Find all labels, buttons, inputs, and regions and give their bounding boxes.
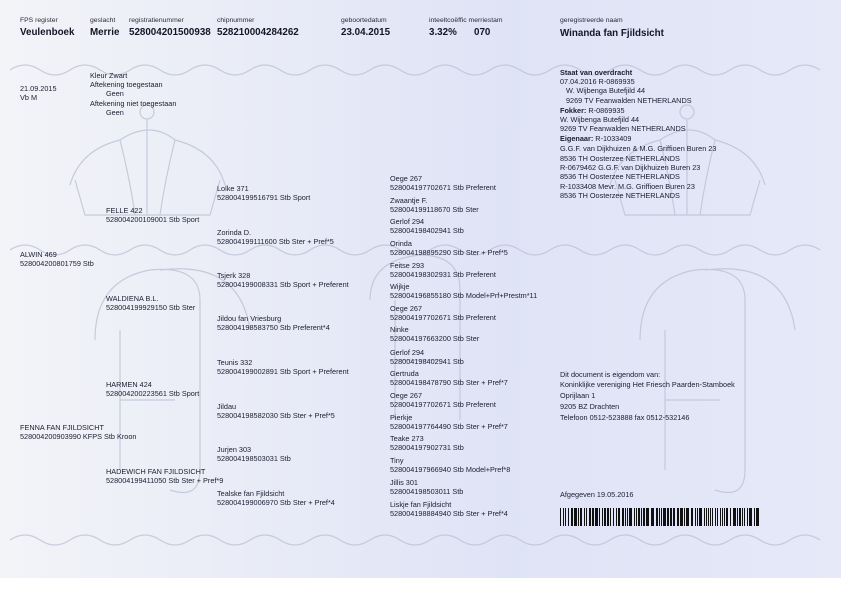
gen4-name: Wijkje bbox=[390, 282, 410, 291]
gen2-id: 528004200109001 Stb Sport bbox=[106, 215, 200, 224]
barcode-bar bbox=[684, 508, 685, 526]
barcode-bar bbox=[586, 508, 587, 526]
mare-line-value: 070 bbox=[474, 27, 491, 38]
barcode-bar bbox=[618, 508, 620, 526]
barcode-bar bbox=[756, 508, 759, 526]
barcode-bar bbox=[722, 508, 723, 526]
info-marking-nt-label: Aftekening niet toegestaan bbox=[90, 99, 177, 108]
barcode-bar bbox=[578, 508, 579, 526]
owner-label: Eigenaar: bbox=[560, 134, 594, 143]
info-marking-value: Geen bbox=[106, 89, 124, 98]
gen2-name: WALDIENA B.L. bbox=[106, 294, 159, 303]
gen4-id: 528004198895290 Stb Ster + Pref*5 bbox=[390, 248, 508, 257]
barcode-bar bbox=[733, 508, 736, 526]
fokker-line: W. Wijbenga Butefjild 44 bbox=[560, 115, 640, 124]
barcode-icon bbox=[560, 508, 760, 526]
info-date: 21.09.2015 bbox=[20, 84, 57, 93]
regnr-label: registratienummer bbox=[129, 17, 184, 24]
fokker-line: 9269 TV Feanwalden NETHERLANDS bbox=[560, 124, 686, 133]
gen4-name: Oege 267 bbox=[390, 391, 423, 400]
barcode-bar bbox=[565, 508, 566, 526]
barcode-bar bbox=[651, 508, 654, 526]
inbreeding-label: inteeltcoëffic merriestam bbox=[429, 17, 503, 24]
dam-id: 528004200903990 KFPS Stb Kroon bbox=[20, 432, 137, 441]
chip-value: 528210004284262 bbox=[217, 27, 299, 38]
barcode-bar bbox=[712, 508, 713, 526]
barcode-bar bbox=[638, 508, 640, 526]
barcode-bar bbox=[636, 508, 637, 526]
barcode-bar bbox=[680, 508, 683, 526]
register-value: Veulenboek bbox=[20, 27, 75, 38]
barcode-bar bbox=[744, 508, 745, 526]
barcode-bar bbox=[629, 508, 632, 526]
barcode-bar bbox=[599, 508, 600, 526]
barcode-bar bbox=[627, 508, 628, 526]
gen3-id: 528004198503031 Stb bbox=[217, 454, 291, 463]
gender-label: geslacht bbox=[90, 17, 116, 24]
ownership-title: Staat van overdracht bbox=[560, 68, 633, 77]
gen2-id: 528004200223561 Stb Sport bbox=[106, 389, 200, 398]
gen2-id: 528004199411050 Stb Ster + Pref*9 bbox=[106, 476, 224, 485]
barcode-bar bbox=[607, 508, 609, 526]
barcode-bar bbox=[749, 508, 752, 526]
barcode-bar bbox=[706, 508, 707, 526]
barcode-bar bbox=[661, 508, 662, 526]
barcode-bar bbox=[715, 508, 716, 526]
barcode-bar bbox=[708, 508, 709, 526]
barcode-bar bbox=[616, 508, 617, 526]
gen4-name: Oege 267 bbox=[390, 304, 423, 313]
barcode-bar bbox=[730, 508, 731, 526]
gender-value: Merrie bbox=[90, 27, 120, 38]
barcode-bar bbox=[754, 508, 755, 526]
property-line: Telefoon 0512-523888 fax 0512-532146 bbox=[560, 413, 690, 422]
gen4-name: Oege 267 bbox=[390, 174, 423, 183]
barcode-bar bbox=[602, 508, 603, 526]
gen4-id: 528004196855180 Stb Model+Prf+Prestm*11 bbox=[390, 291, 538, 300]
barcode-bar bbox=[704, 508, 705, 526]
ownership-line: 9269 TV Feanwalden NETHERLANDS bbox=[566, 96, 692, 105]
ownership-line: 07.04.2016 R-0869935 bbox=[560, 77, 635, 86]
gen4-name: Gerlof 294 bbox=[390, 348, 425, 357]
barcode-bar bbox=[737, 508, 738, 526]
barcode-bar bbox=[670, 508, 672, 526]
owner-line: 8536 TH Oosterzee NETHERLANDS bbox=[560, 154, 680, 163]
barcode-bar bbox=[710, 508, 711, 526]
gen3-id: 528004199006970 Stb Ster + Pref*4 bbox=[217, 498, 335, 507]
name-label: geregistreerde naam bbox=[560, 17, 623, 24]
fokker-label: Fokker: bbox=[560, 106, 587, 115]
gen4-id: 528004198402941 Stb bbox=[390, 357, 464, 366]
gen4-id: 528004197702671 Stb Preferent bbox=[390, 183, 496, 192]
gen4-id: 528004198503011 Stb bbox=[390, 487, 464, 496]
info-marking-nt-value: Geen bbox=[106, 108, 124, 117]
gen2-name: HARMEN 424 bbox=[106, 380, 152, 389]
info-code: Vb M bbox=[20, 93, 38, 102]
gen4-id: 528004197702671 Stb Preferent bbox=[390, 400, 496, 409]
barcode-bar bbox=[641, 508, 642, 526]
gen3-name: Tealske fan Fjildsicht bbox=[217, 489, 285, 498]
gen4-name: Teake 273 bbox=[390, 434, 424, 443]
name-value: Winanda fan Fjildsicht bbox=[560, 28, 664, 39]
barcode-bar bbox=[720, 508, 721, 526]
gen4-name: Gerlof 294 bbox=[390, 217, 425, 226]
barcode-bar bbox=[568, 508, 569, 526]
property-line: Dit document is eigendom van: bbox=[560, 370, 661, 379]
info-marking-label: Aftekening toegestaan bbox=[90, 80, 163, 89]
gen3-name: Jildou fan Vriesburg bbox=[217, 314, 282, 323]
owner-row bbox=[560, 134, 631, 143]
gen4-name: Feitse 293 bbox=[390, 261, 425, 270]
info-color: Kleur Zwart bbox=[90, 71, 128, 80]
property-line: Oprijlaan 1 bbox=[560, 391, 596, 400]
barcode-bar bbox=[677, 508, 679, 526]
barcode-bar bbox=[592, 508, 594, 526]
gen4-name: Tiny bbox=[390, 456, 404, 465]
chip-label: chipnummer bbox=[217, 17, 255, 24]
barcode-bar bbox=[691, 508, 693, 526]
barcode-bar bbox=[686, 508, 689, 526]
gen4-id: 528004197663200 Stb Ster bbox=[390, 334, 480, 343]
gen3-name: Jurjen 303 bbox=[217, 445, 252, 454]
gen3-id: 528004199002891 Stb Sport + Preferent bbox=[217, 367, 349, 376]
owner-line: 8536 TH Oosterzee NETHERLANDS bbox=[560, 191, 680, 200]
barcode-bar bbox=[659, 508, 660, 526]
gen3-id: 528004199111600 Stb Ster + Pref*5 bbox=[217, 237, 334, 246]
sire-id: 528004200801759 Stb bbox=[20, 259, 94, 268]
gen3-name: Teunis 332 bbox=[217, 358, 253, 367]
gen4-name: Jillis 301 bbox=[390, 478, 418, 487]
owner-line: R-0679462 G.G.F. van Dijkhuizen Buren 23 bbox=[560, 163, 701, 172]
barcode-bar bbox=[667, 508, 669, 526]
barcode-bar bbox=[563, 508, 564, 526]
property-line: Koninklijke vereniging Het Friesch Paarden-Stamboek bbox=[560, 380, 735, 389]
gen4-id: 528004198478790 Stb Ster + Pref*7 bbox=[390, 378, 508, 387]
gen4-id: 528004197764490 Stb Ster + Pref*7 bbox=[390, 422, 508, 431]
gen2-id: 528004199929150 Stb Ster bbox=[106, 303, 196, 312]
barcode-bar bbox=[589, 508, 591, 526]
barcode-bar bbox=[673, 508, 675, 526]
barcode-bar bbox=[699, 508, 702, 526]
fokker-row bbox=[560, 106, 625, 115]
gen3-name: Tsjerk 328 bbox=[217, 271, 251, 280]
gen4-id: 528004197702671 Stb Preferent bbox=[390, 313, 496, 322]
gen4-id: 528004197966940 Stb Model+Pref*8 bbox=[390, 465, 511, 474]
barcode-bar bbox=[697, 508, 698, 526]
barcode-bar bbox=[742, 508, 743, 526]
gen3-id: 528004199516791 Stb Sport bbox=[217, 193, 311, 202]
fokker-value: R-0869935 bbox=[588, 106, 625, 115]
barcode-bar bbox=[663, 508, 666, 526]
barcode-bar bbox=[717, 508, 718, 526]
inbreeding-value: 3.32% bbox=[429, 27, 457, 38]
regnr-value: 528004201500938 bbox=[129, 27, 211, 38]
gen4-id: 528004198302931 Stb Preferent bbox=[390, 270, 496, 279]
gen3-name: Zorinda D. bbox=[217, 228, 252, 237]
gen4-id: 528004198402941 Stb bbox=[390, 226, 464, 235]
owner-line: 8536 TH Oosterzee NETHERLANDS bbox=[560, 172, 680, 181]
barcode-bar bbox=[724, 508, 725, 526]
birth-label: geboortedatum bbox=[341, 17, 387, 24]
gen4-id: 528004199118670 Stb Ster bbox=[390, 205, 479, 214]
owner-line: G.G.F. van Dijkhuizen & M.G. Griffioen Buren 23 bbox=[560, 144, 717, 153]
gen3-name: Jildau bbox=[217, 402, 237, 411]
birth-value: 23.04.2015 bbox=[341, 27, 391, 38]
barcode-bar bbox=[580, 508, 582, 526]
barcode-bar bbox=[646, 508, 649, 526]
barcode-bar bbox=[610, 508, 611, 526]
barcode-bar bbox=[695, 508, 696, 526]
sire-name: ALWIN 469 bbox=[20, 250, 57, 259]
gen4-name: Orinda bbox=[390, 239, 412, 248]
gen3-id: 528004198582030 Stb Ster + Pref*5 bbox=[217, 411, 335, 420]
barcode-bar bbox=[595, 508, 598, 526]
gen4-name: Ninke bbox=[390, 325, 409, 334]
gen4-id: 528004198884940 Stb Ster + Pref*4 bbox=[390, 509, 508, 518]
barcode-bar bbox=[726, 508, 728, 526]
barcode-bar bbox=[634, 508, 635, 526]
gen2-name: HADEWICH FAN FJILDSICHT bbox=[106, 467, 206, 476]
gen4-name: Zwaantje F. bbox=[390, 196, 428, 205]
barcode-bar bbox=[643, 508, 645, 526]
barcode-bar bbox=[747, 508, 748, 526]
barcode-bar bbox=[613, 508, 614, 526]
barcode-bar bbox=[656, 508, 658, 526]
barcode-bar bbox=[571, 508, 573, 526]
gen2-name: FELLE 422 bbox=[106, 206, 143, 215]
property-line: 9205 BZ Drachten bbox=[560, 402, 620, 411]
barcode-bar bbox=[574, 508, 577, 526]
owner-value: R-1033409 bbox=[595, 134, 632, 143]
gen3-id: 528004198583750 Stb Preferent*4 bbox=[217, 323, 330, 332]
gen4-id: 528004197902731 Stb bbox=[390, 443, 464, 452]
issued-date: Afgegeven 19.05.2016 bbox=[560, 490, 634, 499]
barcode-bar bbox=[584, 508, 585, 526]
paper-margin bbox=[0, 578, 841, 595]
gen3-name: Lolke 371 bbox=[217, 184, 249, 193]
owner-line: R-1033408 Mevr. M.G. Griffioen Buren 23 bbox=[560, 182, 695, 191]
gen4-name: Liskje fan Fjildsicht bbox=[390, 500, 452, 509]
barcode-bar bbox=[622, 508, 624, 526]
barcode-bar bbox=[560, 508, 561, 526]
barcode-bar bbox=[739, 508, 741, 526]
gen3-id: 528004199008331 Stb Sport + Preferent bbox=[217, 280, 349, 289]
barcode-bar bbox=[625, 508, 626, 526]
dam-name: FENNA FAN FJILDSICHT bbox=[20, 423, 104, 432]
gen4-name: Gertruda bbox=[390, 369, 419, 378]
register-label: FPS register bbox=[20, 17, 58, 24]
barcode-bar bbox=[604, 508, 606, 526]
ownership-line: W. Wijbenga Butefjild 44 bbox=[566, 86, 646, 95]
gen4-name: Pierkje bbox=[390, 413, 413, 422]
